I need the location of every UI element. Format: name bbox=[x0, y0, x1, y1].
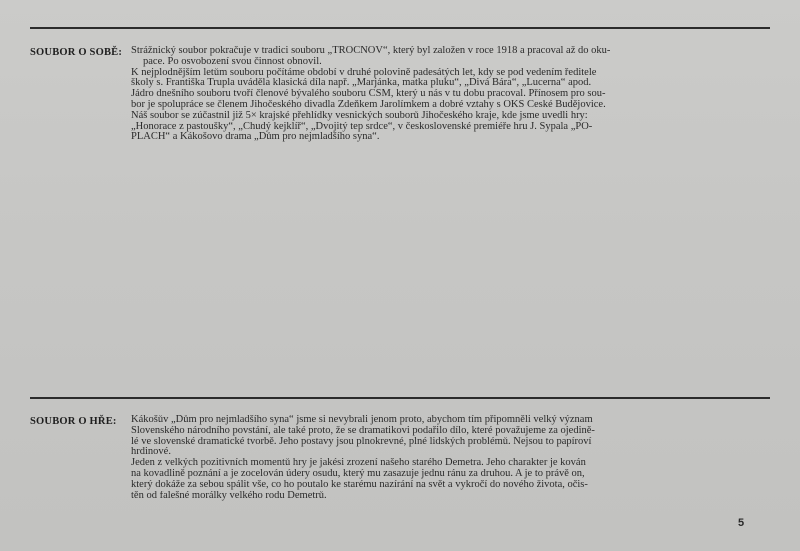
section-label-soubor-o-sobe: SOUBOR O SOBĚ: bbox=[30, 47, 123, 58]
text-line: který dokáže za sebou spálit vše, co ho poutalo ke starému nazírání na svět a vykročí do nového života, očis- bbox=[131, 479, 588, 490]
text-line: hrdinové. bbox=[131, 447, 171, 458]
text-line: Jádro dnešního souboru tvoří členové bývalého souboru ČSM, který u nás v tu dobu pracoval. Přínosem pro sou- bbox=[131, 89, 606, 100]
text-line: Slovenského národního povstání, ale také proto, že se dramatikovi podařilo dílo, které považujeme za ojedině- bbox=[131, 425, 595, 436]
text-line: K nejplodnějším letům souboru počítáme období v druhé polovině padesátých let, kdy se pod vedením ředitele bbox=[131, 67, 597, 78]
text-line: těn od falešné morálky velkého rodu Demetrů. bbox=[131, 490, 327, 501]
text-line: Náš soubor se zúčastnil již 5× krajské přehlídky vesnických souborů Jihočeského kraje, kde jsme uvedli hry: bbox=[131, 110, 588, 121]
top-divider bbox=[30, 27, 770, 29]
section-label-soubor-o-hre: SOUBOR O HŘE: bbox=[30, 416, 117, 427]
text-line: bor je spolupráce se členem Jihočeského divadla Zdeňkem Jarolímkem a dobré vztahy s OKS České Budějovice. bbox=[131, 99, 606, 110]
section-text-soubor-o-hre bbox=[131, 415, 751, 501]
text-line: Strážnický soubor pokračuje v tradici souboru „TROCNOV“, který byl založen v roce 1918 a pracoval až do oku- bbox=[131, 46, 611, 56]
text-line: Jeden z velkých pozitivních momentů hry je jakési zrození našeho starého Demetra. Jeho charakter je kován bbox=[131, 458, 586, 469]
text-line: PLACH“ a Kákošovo drama „Dům pro nejmladšího syna“. bbox=[131, 132, 380, 143]
text-line: lé ve slovenské dramatické tvorbě. Jeho postavy jsou plnokrevné, plné lidských problémů. Nejsou to papíroví bbox=[131, 436, 592, 447]
middle-divider bbox=[30, 397, 770, 399]
text-line: Kákošův „Dům pro nejmladšího syna“ jsme si nevybrali jenom proto, abychom tím připomněli velký význam bbox=[131, 415, 593, 425]
page-number: 5 bbox=[738, 517, 745, 529]
text-line: školy s. Františka Trupla uváděla klasická díla např. „Marjánka, matka pluku“, „Divá Bára“, „Lucerna“ apod. bbox=[131, 78, 592, 89]
text-line: na kovadlině poznání a je zocelován údery osudu, který mu zasazuje jednu ránu za druhou. A je to právě on, bbox=[131, 468, 585, 479]
text-line: „Honorace z pastoušky“, „Chudý kejklíř“, „Dvojitý tep srdce“, v československé premiéře hru J. Sypala „PO- bbox=[131, 121, 593, 132]
text-line: pace. Po osvobození svou činnost obnovil. bbox=[143, 56, 322, 67]
section-text-soubor-o-sobe bbox=[131, 46, 751, 143]
